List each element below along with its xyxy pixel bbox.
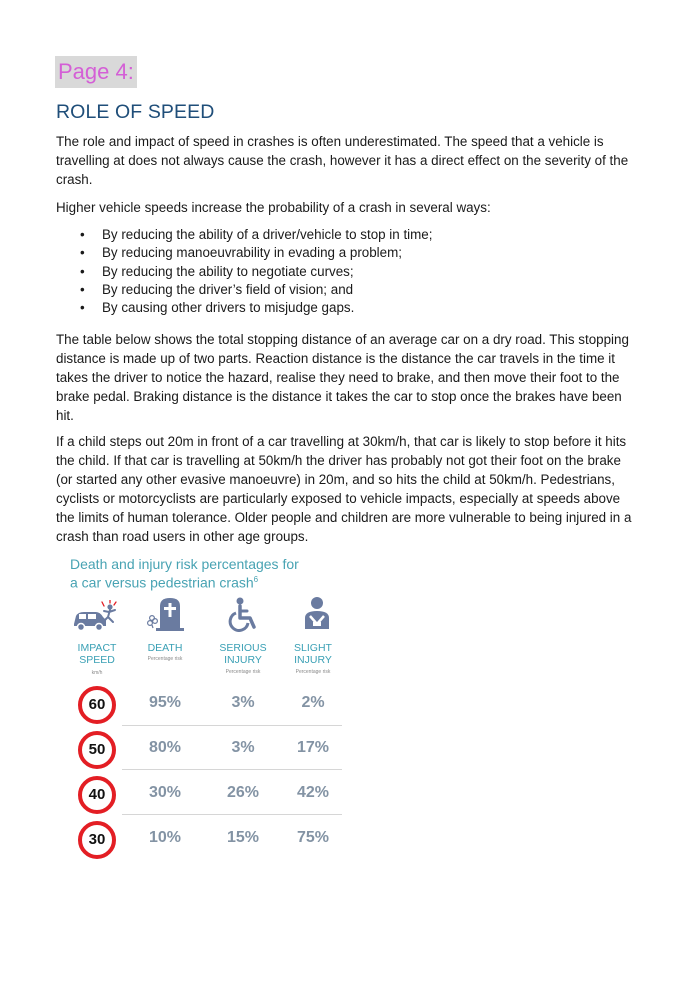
list-item-text: By reducing the ability of a driver/vehicle to stop in time; — [102, 227, 433, 242]
list-item-text: By reducing the driver’s field of vision; and — [102, 281, 354, 297]
bullet-icon: • — [80, 281, 85, 297]
death-risk-value: 10% — [148, 829, 182, 846]
impact-speed-header — [72, 642, 122, 666]
death-risk-value: 95% — [148, 694, 182, 711]
header-line: INJURY — [224, 654, 262, 666]
child-example-paragraph: If a child steps out 20m in front of a car travelling at 30km/h, that car is likely to stop before it hits the child. If that car is travelling at 50km/h the driver has probably not got their foot on the brake (or started any other evasive manoeuvre) in 20m, and so hits the child at 50km/h. Pedestrians, cyclists or motorcyclists are particularly exposed to vehicle impacts, especially at speeds above the limits of human tolerance. Older people and children are more vulnerable to being injured in a crash than road users in other age groups. — [56, 434, 632, 544]
bullet-icon: • — [80, 245, 85, 261]
row-divider — [122, 725, 342, 726]
gravestone-icon — [144, 596, 188, 632]
slight-injury-value: 75% — [296, 829, 330, 846]
slight-injury-header — [278, 642, 348, 666]
list-item-text: By reducing the ability to negotiate curves; — [102, 263, 354, 279]
car-crash-icon — [72, 600, 120, 634]
speed-sign-40: 40 — [78, 776, 116, 814]
serious-injury-header — [208, 642, 278, 666]
speed-sign-50: 50 — [78, 731, 116, 769]
list-item — [56, 226, 638, 244]
infographic-title-line2: a car versus pedestrian crash — [70, 574, 254, 591]
bullet-icon: • — [80, 300, 85, 316]
list-item — [56, 299, 638, 317]
header-line: SERIOUS — [219, 642, 267, 654]
infographic-title-line1: Death and injury risk percentages for — [70, 556, 299, 572]
header-line: SPEED — [79, 654, 115, 666]
serious-injury-subheader: Percentage risk — [225, 669, 261, 675]
bullet-icon: • — [80, 227, 85, 242]
row-divider — [122, 769, 342, 770]
speed-sign-60: 60 — [78, 686, 116, 724]
death-subheader: Percentage risk — [147, 656, 183, 662]
crash-factors-list — [56, 226, 638, 317]
death-header — [130, 642, 200, 654]
list-item — [56, 281, 638, 299]
speed-sign-30: 30 — [78, 821, 116, 859]
list-item-text: By causing other drivers to misjudge gaps. — [102, 300, 355, 316]
list-item — [56, 263, 638, 281]
intro-paragraph: The role and impact of speed in crashes is often underestimated. The speed that a vehicle is travelling at does not always cause the crash, however it has a direct effect on the severity of the crash. — [56, 134, 629, 187]
death-risk-value: 30% — [148, 784, 182, 801]
section-heading: ROLE OF SPEED — [56, 101, 215, 123]
list-item-text: By reducing manoeuvrability in evading a problem; — [102, 245, 402, 261]
stopping-distance-paragraph: The table below shows the total stopping distance of an average car on a dry road. This stopping distance is made up of two parts. Reaction distance is the distance the car travels in the time it takes the driver to notice the hazard, realise they need to brake, and then move their foot to the brake pedal. Braking distance is the distance it takes the car to stop once the brakes have been hit. — [56, 332, 629, 423]
infographic-title — [70, 556, 299, 591]
serious-injury-value: 3% — [231, 739, 255, 756]
death-risk-value: 80% — [148, 739, 182, 756]
injured-person-icon — [300, 596, 334, 632]
slight-injury-value: 17% — [296, 739, 330, 756]
bullet-icon: • — [80, 263, 85, 279]
slight-injury-value: 42% — [296, 784, 330, 801]
list-item — [56, 244, 638, 262]
serious-injury-value: 3% — [231, 694, 255, 711]
row-divider — [122, 814, 342, 815]
footnote-marker: 6 — [253, 575, 259, 584]
risk-infographic — [60, 552, 350, 872]
wheelchair-icon — [226, 596, 260, 632]
list-intro-paragraph: Higher vehicle speeds increase the probability of a crash in several ways: — [56, 200, 491, 215]
header-line: SLIGHT — [294, 642, 332, 654]
page-label: Page 4: — [55, 56, 137, 88]
header-line: IMPACT — [77, 642, 117, 654]
serious-injury-value: 26% — [226, 784, 260, 801]
serious-injury-value: 15% — [226, 829, 260, 846]
impact-speed-unit: km/h — [91, 670, 103, 676]
slight-injury-value: 2% — [301, 694, 325, 711]
header-line: DEATH — [147, 642, 183, 654]
header-line: INJURY — [294, 654, 332, 666]
slight-injury-subheader: Percentage risk — [295, 669, 331, 675]
